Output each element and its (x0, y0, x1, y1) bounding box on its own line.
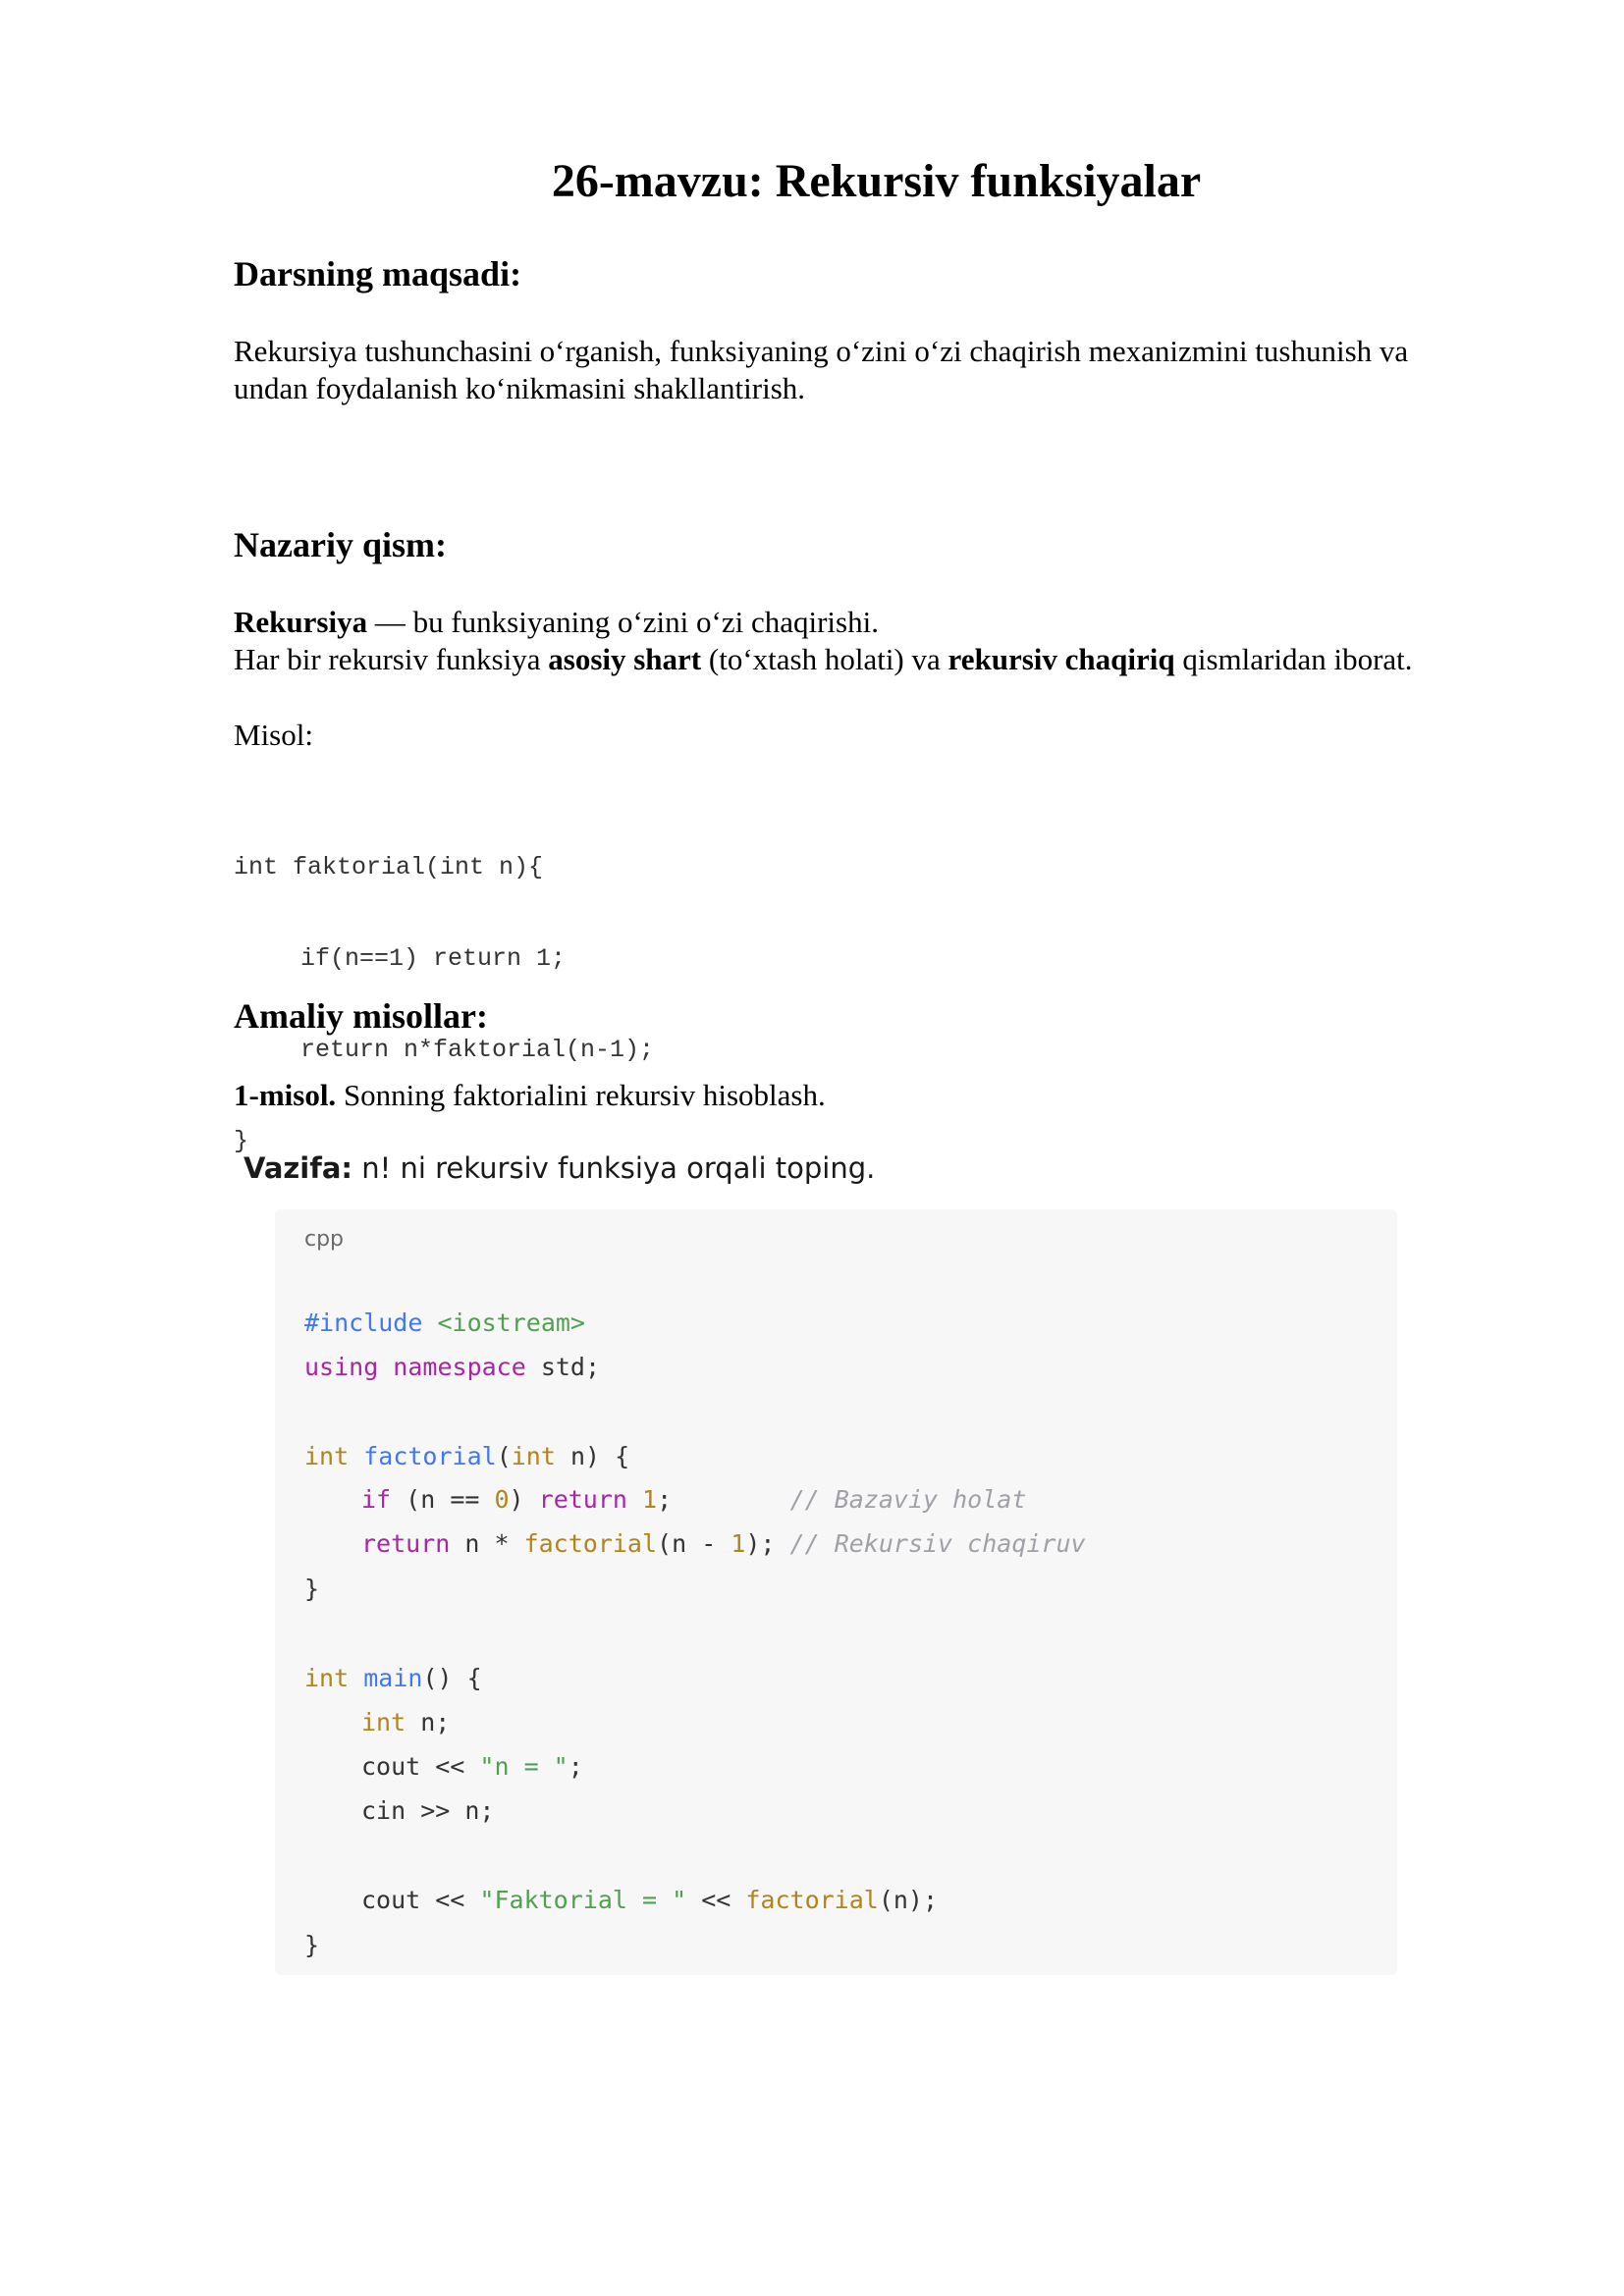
code-line: cout << "Faktorial = " << factorial(n); (361, 1886, 939, 1914)
theory-text: (to‘xtash holati) va (701, 642, 948, 676)
example-1-title (234, 1077, 1530, 1114)
theory-heading: Nazariy qism: (234, 525, 447, 564)
code-line: cin >> n; (361, 1796, 495, 1825)
task-text: n! ni rekursiv funksiya orqali toping. (352, 1151, 876, 1185)
theory-text: Har bir rekursiv funksiya (234, 642, 549, 676)
code-line: } (234, 1127, 249, 1155)
code-line: int main() { (304, 1664, 482, 1692)
code-snippet (304, 1308, 1086, 1959)
recursive-call-term: rekursiv chaqiriq (947, 642, 1175, 676)
base-case-term: asosiy shart (548, 642, 702, 676)
code-line: int n; (361, 1708, 451, 1736)
code-snippet-card (275, 1209, 1397, 1975)
example-label: Misol: (234, 718, 313, 752)
code-line: } (304, 1931, 320, 1959)
code-language-label: cpp (304, 1227, 345, 1252)
theory-paragraph (234, 604, 1608, 678)
goal-paragraph (234, 333, 1530, 407)
code-line: int faktorial(int n){ (234, 853, 544, 881)
code-line: } (304, 1575, 320, 1603)
code-line: int factorial(int n) { (304, 1442, 630, 1470)
page-title: 26-mavzu: Rekursiv funksiyalar (551, 155, 1202, 207)
theory-text: qismlaridan iborat. (1174, 642, 1413, 676)
goal-line-1: Rekursiya tushunchasini o‘rganish, funksiyaning o‘zini o‘zi chaqirish mexanizmini tushunish va (234, 334, 1409, 368)
practice-heading: Amaliy misollar: (234, 996, 488, 1036)
code-line: return n * factorial(n - 1); // Rekursiv chaqiruv (361, 1529, 1086, 1558)
definition-term: Rekursiya (234, 605, 368, 639)
definition-text: — bu funksiyaning o‘zini o‘zi chaqirishi. (367, 605, 879, 639)
code-comment: // Rekursiv chaqiruv (789, 1529, 1086, 1558)
example-1-label: 1-misol. (234, 1078, 337, 1112)
theory-code-block (234, 791, 654, 1187)
code-line: #include <iostream> (304, 1308, 585, 1337)
code-comment: // Bazaviy holat (789, 1485, 1027, 1514)
goal-heading: Darsning maqsadi: (234, 254, 522, 294)
code-line: if(n==1) return 1; (300, 944, 567, 973)
goal-line-2: undan foydalanish ko‘nikmasini shakllantirish. (234, 371, 806, 405)
code-line: cout << "n = "; (361, 1752, 583, 1781)
code-line: using namespace std; (304, 1353, 601, 1381)
example-1-text: Sonning faktorialini rekursiv hisoblash. (336, 1078, 826, 1112)
task-statement (244, 1150, 875, 1186)
code-line: if (n == 0) return 1; // Bazaviy holat (361, 1485, 1027, 1514)
code-line: return n*faktorial(n-1); (300, 1036, 655, 1064)
task-label: Vazifa: (244, 1151, 353, 1185)
